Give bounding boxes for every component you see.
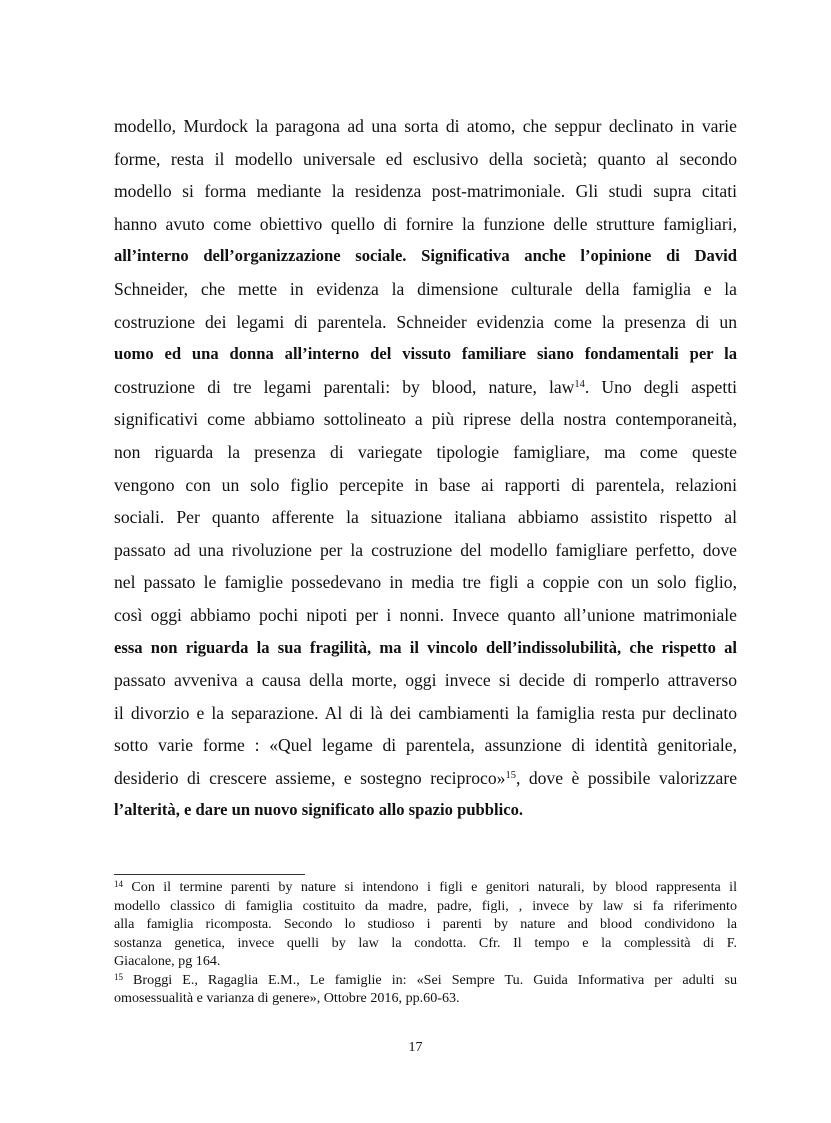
text-line: essa non riguarda la sua fragilità, ma il vincolo dell’indissolubilità, che rispetto al: [114, 637, 737, 657]
text-line: sociali. Per quanto afferente la situazione italiana abbiamo assistito rispetto al: [114, 507, 737, 528]
text-line: [114, 762, 737, 795]
footnote-line: sostanza genetica, invece quelli by law la condotta. Cfr. Il tempo e la complessità di F.: [114, 934, 737, 951]
text-fragment: , dove è possibile valorizzare: [515, 767, 737, 788]
footnote-line: Giacalone, pg 164.: [114, 953, 221, 969]
text-fragment: costruzione di tre legami parentali: by blood, nature, law: [114, 376, 575, 397]
text-fragment: Con il termine parenti by nature si intendono i figli e genitori naturali, by blood rappresenta il: [123, 879, 737, 895]
text-line: passato ad una rivoluzione per la costruzione del modello famigliare perfetto, dove: [114, 539, 737, 560]
footnote-line: omosessualità e varianza di genere», Ottobre 2016, pp.60-63.: [114, 990, 460, 1006]
footnote-ref: 15: [505, 769, 516, 781]
text-line: all’interno dell’organizzazione sociale. Significativa anche l’opinione di David: [114, 246, 737, 266]
text-line: nel passato le famiglie possedevano in media tre figli a coppie con un solo figlio,: [114, 572, 737, 593]
text-line: costruzione dei legami di parentela. Schneider evidenzia come la presenza di un: [114, 311, 737, 332]
text-line: forme, resta il modello universale ed esclusivo della società; quanto al secondo: [114, 148, 737, 169]
text-line: passato avveniva a causa della morte, oggi invece si decide di romperlo attraverso: [114, 670, 737, 691]
text-fragment: desiderio di crescere assieme, e sostegno reciproco»: [114, 767, 506, 788]
text-line: non riguarda la presenza di variegate tipologie famigliare, ma come queste: [114, 441, 737, 462]
footnote-number: 15: [114, 971, 123, 982]
footnote-line: alla famiglia ricomposta. Secondo lo studioso i parenti by nature and blood condividono la: [114, 916, 737, 932]
text-line: modello si forma mediante la residenza post-matrimoniale. Gli studi supra citati: [114, 181, 737, 202]
footnote-line: modello classico di famiglia costituito da madre, padre, figli, , invece by law si fa riferimento: [114, 897, 737, 914]
body-paragraph: [114, 110, 737, 827]
footnote-14: [114, 878, 737, 897]
text-line: così oggi abbiamo pochi nipoti per i nonni. Invece quanto all’unione matrimoniale: [114, 604, 737, 625]
text-line: significativi come abbiamo sottolineato a più riprese della nostra contemporaneità,: [114, 409, 737, 430]
text-line: modello, Murdock la paragona ad una sorta di atomo, che seppur declinato in varie: [114, 116, 737, 136]
footnote-ref: 14: [574, 378, 585, 390]
text-line: uomo ed una donna all’interno del vissuto familiare siano fondamentali per la: [114, 344, 737, 364]
footnote-15: [114, 971, 737, 990]
text-line: sotto varie forme : «Quel legame di parentela, assunzione di identità genitoriale,: [114, 735, 737, 756]
page-number: 17: [408, 1040, 423, 1055]
text-line: vengono con un solo figlio percepite in base ai rapporti di parentela, relazioni: [114, 474, 737, 495]
footnotes: [114, 878, 737, 1008]
text-line: Schneider, che mette in evidenza la dimensione culturale della famiglia e la: [114, 278, 737, 299]
footnote-separator: [114, 874, 305, 875]
footnote-number: 14: [114, 879, 123, 889]
text-line: hanno avuto come obiettivo quello di fornire la funzione delle strutture famigliari,: [114, 213, 737, 234]
text-line: il divorzio e la separazione. Al di là dei cambiamenti la famiglia resta pur declinato: [114, 702, 737, 723]
text-line: [114, 371, 737, 404]
text-fragment: Broggi E., Ragaglia E.M., Le famiglie in: «Sei Sempre Tu. Guida Informativa per adulti su: [123, 971, 737, 988]
text-fragment: . Uno degli aspetti: [584, 376, 737, 397]
text-line: l’alterità, e dare un nuovo significato allo spazio pubblico.: [114, 800, 524, 820]
